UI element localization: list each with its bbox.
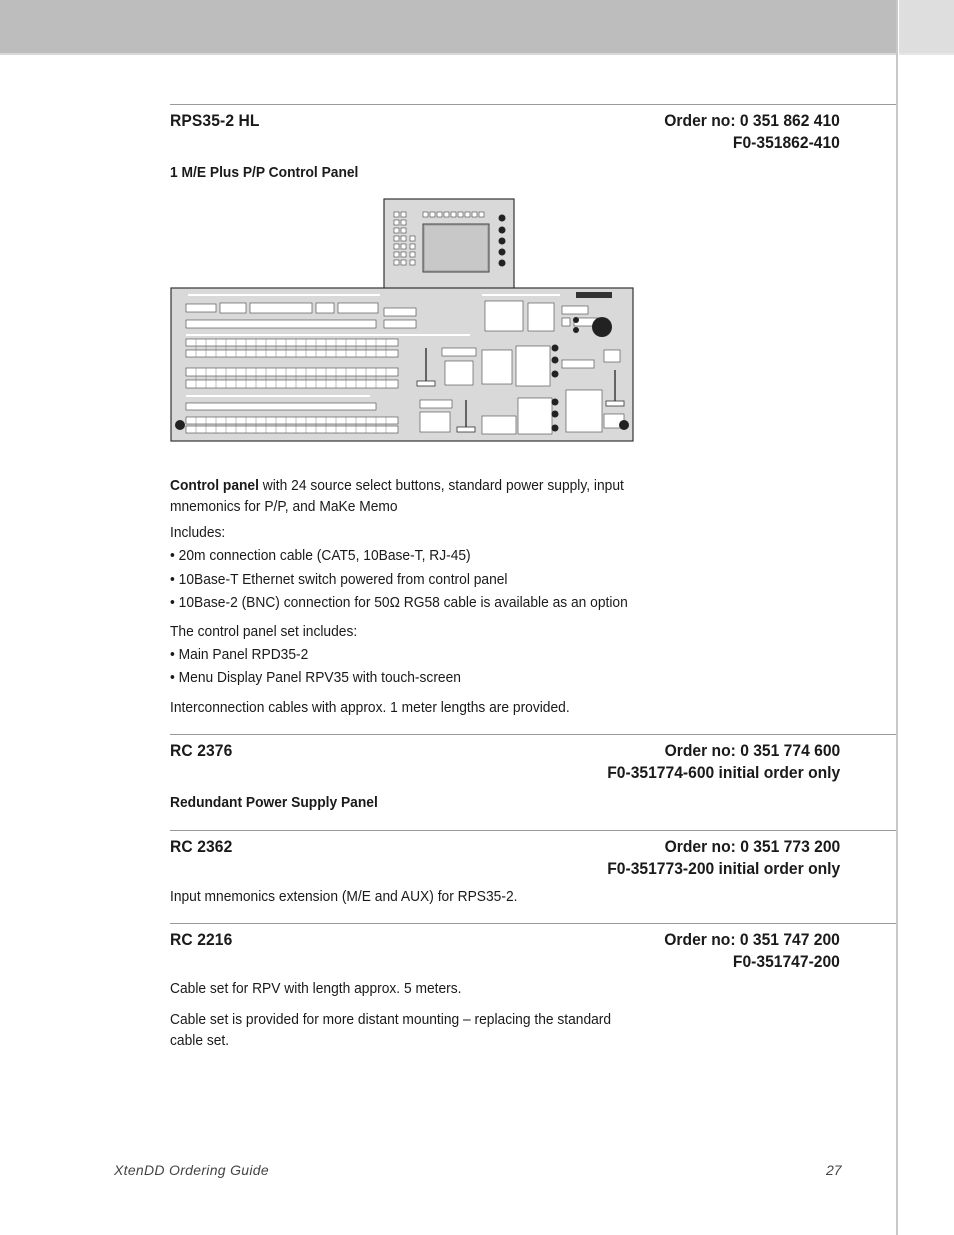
section-text: Input mnemonics extension (M/E and AUX) for RPS35-2. xyxy=(170,888,518,905)
section-title: RC 2376 xyxy=(170,741,233,760)
section-divider xyxy=(170,830,896,831)
section-title: RPS35-2 HL xyxy=(170,111,260,130)
control-panel-illustration xyxy=(170,198,634,442)
set-label: The control panel set includes: xyxy=(170,623,358,640)
order-code: F0-351747-200 xyxy=(733,952,840,971)
list-item: • 10Base-T Ethernet switch powered from control panel xyxy=(170,571,508,588)
description-text: with 24 source select buttons, standard power supply, input mnemonics for P/P, and MaKe Memo xyxy=(170,477,624,515)
header-band xyxy=(0,0,896,55)
order-line: Order no: 0 351 862 410 xyxy=(664,111,840,130)
includes-label: Includes: xyxy=(170,524,226,541)
order-line: Order no: 0 351 773 200 xyxy=(664,837,840,856)
control-panel-description xyxy=(170,475,648,517)
header-tab xyxy=(899,0,954,55)
order-code: F0-351862-410 xyxy=(733,133,840,152)
order-code: F0-351774-600 initial order only xyxy=(607,763,840,782)
note-text: Interconnection cables with approx. 1 meter lengths are provided. xyxy=(170,699,570,716)
section-subtitle: Redundant Power Supply Panel xyxy=(170,794,378,811)
order-number xyxy=(607,740,840,784)
section-divider xyxy=(170,734,896,735)
order-number xyxy=(664,929,840,973)
section-divider xyxy=(170,104,896,105)
list-item: • 20m connection cable (CAT5, 10Base-T, RJ-45) xyxy=(170,547,471,564)
order-number xyxy=(607,836,840,880)
section-text: Cable set for RPV with length approx. 5 meters. xyxy=(170,980,462,997)
section-text: Cable set is provided for more distant mounting – replacing the standard cable set. xyxy=(170,1011,612,1049)
list-item: • 10Base-2 (BNC) connection for 50Ω RG58 cable is available as an option xyxy=(170,594,628,611)
section-divider xyxy=(170,923,896,924)
footer-guide-title: XtenDD Ordering Guide xyxy=(114,1162,269,1178)
order-number xyxy=(664,110,840,154)
section-title: RC 2216 xyxy=(170,930,233,949)
page-number: 27 xyxy=(826,1162,842,1178)
margin-rule xyxy=(896,0,898,1235)
section-title: RC 2362 xyxy=(170,837,233,856)
description-lead: Control panel xyxy=(170,477,259,494)
order-code: F0-351773-200 initial order only xyxy=(607,859,840,878)
list-item: • Menu Display Panel RPV35 with touch-screen xyxy=(170,669,461,686)
list-item: • Main Panel RPD35-2 xyxy=(170,646,309,663)
order-line: Order no: 0 351 747 200 xyxy=(664,930,840,949)
section-subtitle: 1 M/E Plus P/P Control Panel xyxy=(170,164,359,181)
order-line: Order no: 0 351 774 600 xyxy=(664,741,840,760)
